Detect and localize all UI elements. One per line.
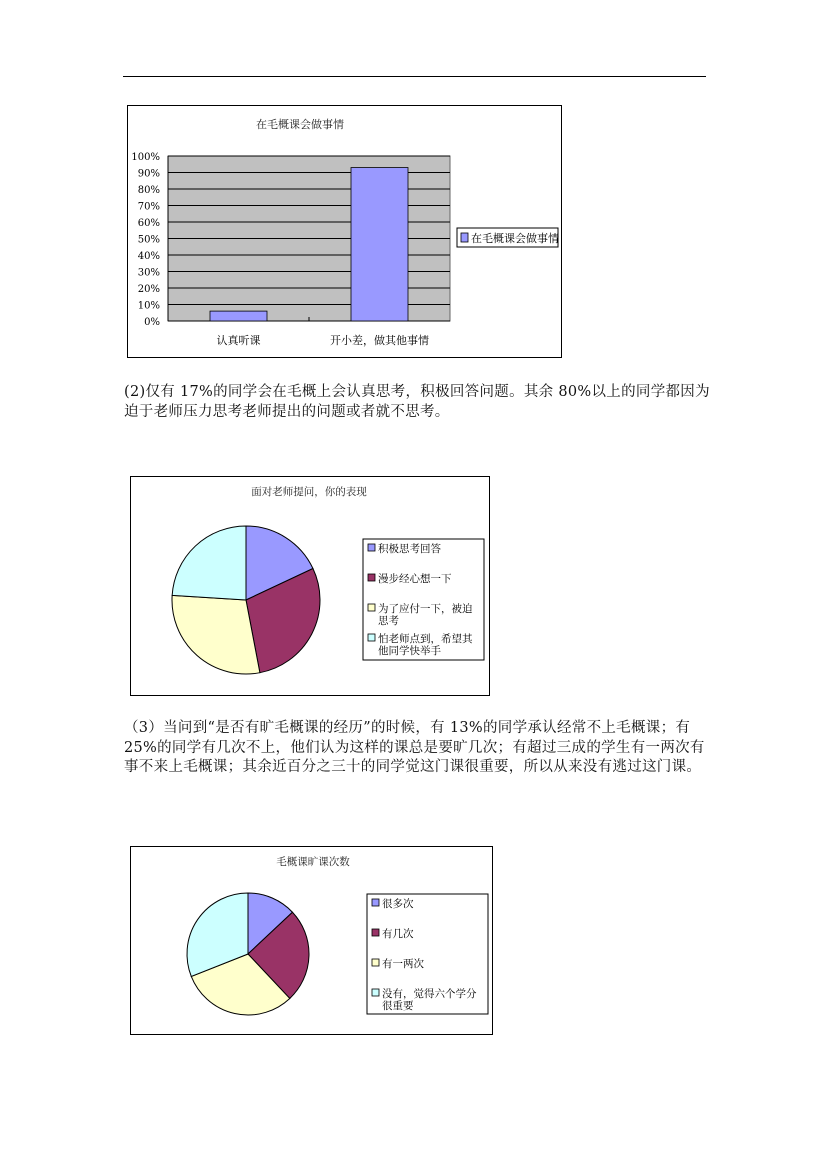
legend-label-3: 有一两次 xyxy=(382,958,424,970)
legend-label-1: 很多次 xyxy=(382,898,414,910)
y-tick-label: 80% xyxy=(137,185,160,196)
legend-label-2: 漫步经心想一下 xyxy=(378,573,452,585)
y-tick-label: 40% xyxy=(137,251,160,262)
paragraph-2: (2)仅有 17%的同学会在毛概上会认真思考，积极回答问题。其余 80%以上的同学都因为迫于老师压力思考老师提出的问题或者就不思考。 xyxy=(124,384,710,420)
legend-swatch-1 xyxy=(368,544,375,551)
bar-chart xyxy=(127,105,562,358)
pie-chart-response-svg xyxy=(131,477,489,695)
legend-label-2: 有几次 xyxy=(382,928,414,940)
legend-swatch xyxy=(461,233,468,242)
y-tick-label: 20% xyxy=(137,284,160,295)
legend-label-4: 没有，觉得六个学分 xyxy=(382,988,477,1000)
legend-label-1: 积极思考回答 xyxy=(378,543,441,555)
paragraph-3: （3）当问到“是否有旷毛概课的经历”的时候，有 13%的同学承认经常不上毛概课；有 25%的同学有几次不上，他们认为这样的课总是要旷几次；有超过三成的学生有一两次有事不来上毛概课；其余近百分之三十的同学觉这门课很重要，所以从来没有逃过这门课。 xyxy=(124,720,705,775)
x-tick-label: 开小差，做其他事情 xyxy=(330,334,429,347)
y-tick-label: 60% xyxy=(137,218,160,229)
legend-swatch-2 xyxy=(368,574,375,581)
x-tick-label: 认真听课 xyxy=(216,334,261,347)
chart-title: 在毛概课会做事情 xyxy=(256,118,344,131)
legend-swatch-3 xyxy=(368,604,375,611)
bar-chart-svg xyxy=(128,106,561,357)
pie-chart-absence xyxy=(130,846,493,1035)
legend-label-3: 思考 xyxy=(378,615,399,627)
legend-label-4: 怕老师点到，希望其 xyxy=(378,633,473,645)
legend-swatch-4 xyxy=(368,634,375,641)
y-tick-label: 0% xyxy=(144,317,160,328)
pie-slice-3 xyxy=(172,595,260,674)
legend-swatch-2 xyxy=(372,929,379,936)
legend-label-4: 他同学快举手 xyxy=(378,645,441,657)
legend-swatch-1 xyxy=(372,899,379,906)
y-tick-label: 50% xyxy=(137,234,160,246)
legend-label-4: 很重要 xyxy=(382,1000,414,1012)
chart-title: 面对老师提问，你的表现 xyxy=(251,486,367,498)
y-tick-label: 70% xyxy=(137,201,160,213)
legend-swatch-4 xyxy=(372,989,379,996)
bar-2 xyxy=(351,168,408,321)
legend-swatch-3 xyxy=(372,959,379,966)
header-rule xyxy=(123,76,706,77)
y-tick-label: 100% xyxy=(131,152,160,163)
pie-chart-absence-svg xyxy=(131,847,492,1034)
legend-label: 在毛概课会做事情 xyxy=(471,232,559,245)
pie-slice-4 xyxy=(172,526,246,600)
y-tick-label: 90% xyxy=(137,168,160,180)
chart-title: 毛概课旷课次数 xyxy=(276,856,350,868)
pie-chart-response xyxy=(130,476,490,696)
bar-1 xyxy=(210,311,267,321)
y-tick-label: 10% xyxy=(137,300,160,312)
legend-label-3: 为了应付一下，被迫 xyxy=(378,603,473,615)
y-tick-label: 30% xyxy=(137,267,160,279)
